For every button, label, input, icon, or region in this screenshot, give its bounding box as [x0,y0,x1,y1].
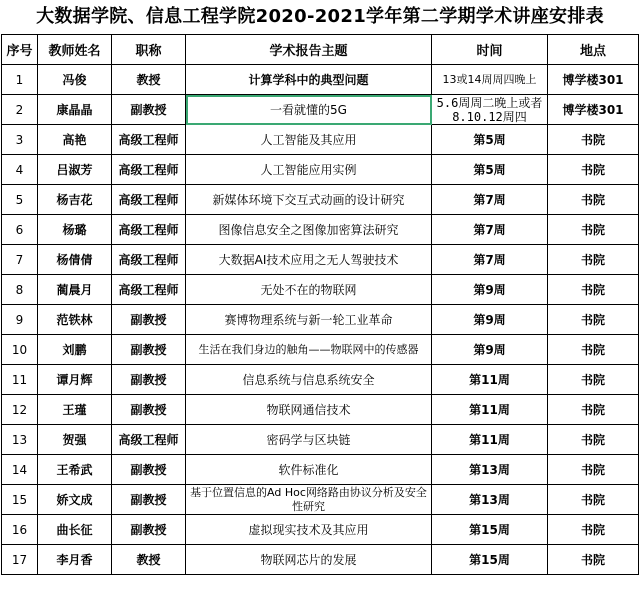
cell-rank[interactable]: 高级工程师 [112,245,186,275]
cell-rank[interactable]: 副教授 [112,365,186,395]
cell-rank[interactable]: 副教授 [112,395,186,425]
cell-no[interactable]: 10 [2,335,38,365]
cell-time[interactable]: 第13周 [432,455,548,485]
cell-no[interactable]: 2 [2,95,38,125]
cell-topic[interactable]: 基于位置信息的Ad Hoc网络路由协议分析及安全性研究 [186,485,432,515]
cell-rank[interactable]: 副教授 [112,305,186,335]
cell-place[interactable]: 书院 [548,305,639,335]
table-row [2,95,639,125]
cell-rank[interactable]: 副教授 [112,455,186,485]
table-row [2,545,639,575]
cell-topic[interactable]: 虚拟现实技术及其应用 [186,515,432,545]
cell-name[interactable]: 杨璐 [38,215,112,245]
header-name[interactable]: 教师姓名 [38,35,112,65]
table-row [2,275,639,305]
table-row [2,245,639,275]
table-row [2,65,639,95]
cell-time[interactable]: 第7周 [432,185,548,215]
cell-name[interactable]: 杨吉花 [38,185,112,215]
cell-no[interactable]: 4 [2,155,38,185]
cell-place[interactable]: 书院 [548,425,639,455]
cell-rank[interactable]: 高级工程师 [112,125,186,155]
cell-name[interactable]: 蔺晨月 [38,275,112,305]
cell-topic[interactable]: 无处不在的物联网 [186,275,432,305]
cell-no[interactable]: 13 [2,425,38,455]
table-row [2,395,639,425]
cell-name[interactable]: 谭月辉 [38,365,112,395]
table-row [2,485,639,515]
cell-place[interactable]: 博学楼301 [548,95,639,125]
cell-no[interactable]: 1 [2,65,38,95]
cell-place[interactable]: 书院 [548,245,639,275]
cell-time[interactable]: 第13周 [432,485,548,515]
cell-topic[interactable]: 物联网芯片的发展 [186,545,432,575]
cell-time[interactable]: 第7周 [432,245,548,275]
lecture-schedule-table [1,34,639,575]
table-row [2,335,639,365]
table-row [2,185,639,215]
cell-no[interactable]: 14 [2,455,38,485]
cell-no[interactable]: 5 [2,185,38,215]
cell-time[interactable]: 第15周 [432,545,548,575]
header-time[interactable]: 时间 [432,35,548,65]
cell-rank[interactable]: 高级工程师 [112,215,186,245]
cell-place[interactable]: 书院 [548,275,639,305]
cell-time[interactable]: 第9周 [432,335,548,365]
cell-topic[interactable]: 一看就懂的5G [186,95,432,125]
cell-rank[interactable]: 高级工程师 [112,275,186,305]
cell-name[interactable]: 刘鹏 [38,335,112,365]
cell-no[interactable]: 12 [2,395,38,425]
header-no[interactable]: 序号 [2,35,38,65]
cell-no[interactable]: 6 [2,215,38,245]
cell-name[interactable]: 王瑾 [38,395,112,425]
cell-topic[interactable]: 新媒体环境下交互式动画的设计研究 [186,185,432,215]
cell-topic[interactable]: 图像信息安全之图像加密算法研究 [186,215,432,245]
cell-place[interactable]: 博学楼301 [548,65,639,95]
cell-no[interactable]: 3 [2,125,38,155]
cell-topic[interactable]: 人工智能应用实例 [186,155,432,185]
table-row [2,455,639,485]
table-row [2,215,639,245]
header-rank[interactable]: 职称 [112,35,186,65]
cell-name[interactable]: 高艳 [38,125,112,155]
cell-time[interactable]: 第7周 [432,215,548,245]
table-row [2,425,639,455]
cell-topic[interactable]: 赛博物理系统与新一轮工业革命 [186,305,432,335]
cell-topic[interactable]: 生活在我们身边的触角——物联网中的传感器 [186,335,432,365]
cell-rank[interactable]: 教授 [112,545,186,575]
table-row [2,365,639,395]
cell-topic[interactable]: 密码学与区块链 [186,425,432,455]
header-topic[interactable]: 学术报告主题 [186,35,432,65]
cell-time[interactable]: 5.6周周二晚上或者8.10.12周四 [432,95,548,125]
cell-no[interactable]: 17 [2,545,38,575]
cell-place[interactable]: 书院 [548,215,639,245]
table-row [2,125,639,155]
cell-rank[interactable]: 教授 [112,65,186,95]
cell-name[interactable]: 吕淑芳 [38,155,112,185]
cell-no[interactable]: 9 [2,305,38,335]
table-row [2,305,639,335]
page-title: 大数据学院、信息工程学院2020-2021学年第二学期学术讲座安排表 [36,6,604,27]
cell-topic[interactable]: 软件标准化 [186,455,432,485]
cell-time[interactable]: 第9周 [432,275,548,305]
cell-no[interactable]: 15 [2,485,38,515]
cell-name[interactable]: 冯俊 [38,65,112,95]
cell-name[interactable]: 曲长征 [38,515,112,545]
cell-no[interactable]: 8 [2,275,38,305]
cell-place[interactable]: 书院 [548,185,639,215]
cell-time[interactable]: 第5周 [432,125,548,155]
cell-time[interactable]: 第11周 [432,395,548,425]
cell-topic[interactable]: 大数据AI技术应用之无人驾驶技术 [186,245,432,275]
cell-name[interactable]: 王希武 [38,455,112,485]
cell-time[interactable]: 第11周 [432,425,548,455]
cell-name[interactable]: 贺强 [38,425,112,455]
table-header-row [2,35,639,65]
cell-time[interactable]: 第5周 [432,155,548,185]
table-row [2,515,639,545]
cell-place[interactable]: 书院 [548,515,639,545]
cell-place[interactable]: 书院 [548,365,639,395]
cell-time[interactable]: 第11周 [432,365,548,395]
cell-name[interactable]: 娇文成 [38,485,112,515]
cell-place[interactable]: 书院 [548,545,639,575]
cell-place[interactable]: 书院 [548,335,639,365]
cell-rank[interactable]: 副教授 [112,95,186,125]
cell-topic[interactable]: 计算学科中的典型问题 [186,65,432,95]
cell-topic[interactable]: 物联网通信技术 [186,395,432,425]
cell-time[interactable]: 13或14周周四晚上 [432,65,548,95]
cell-name[interactable]: 李月香 [38,545,112,575]
cell-rank[interactable]: 副教授 [112,335,186,365]
cell-rank[interactable]: 高级工程师 [112,425,186,455]
cell-time[interactable]: 第9周 [432,305,548,335]
cell-name[interactable]: 杨倩倩 [38,245,112,275]
cell-name[interactable]: 康晶晶 [38,95,112,125]
cell-topic[interactable]: 信息系统与信息系统安全 [186,365,432,395]
cell-topic[interactable]: 人工智能及其应用 [186,125,432,155]
header-place[interactable]: 地点 [548,35,639,65]
cell-no[interactable]: 7 [2,245,38,275]
cell-name[interactable]: 范铁林 [38,305,112,335]
cell-rank[interactable]: 高级工程师 [112,155,186,185]
cell-time[interactable]: 第15周 [432,515,548,545]
cell-rank[interactable]: 副教授 [112,515,186,545]
cell-rank[interactable]: 高级工程师 [112,185,186,215]
cell-no[interactable]: 16 [2,515,38,545]
cell-rank[interactable]: 副教授 [112,485,186,515]
cell-place[interactable]: 书院 [548,125,639,155]
cell-place[interactable]: 书院 [548,155,639,185]
cell-place[interactable]: 书院 [548,485,639,515]
cell-no[interactable]: 11 [2,365,38,395]
cell-place[interactable]: 书院 [548,395,639,425]
cell-place[interactable]: 书院 [548,455,639,485]
table-row [2,155,639,185]
